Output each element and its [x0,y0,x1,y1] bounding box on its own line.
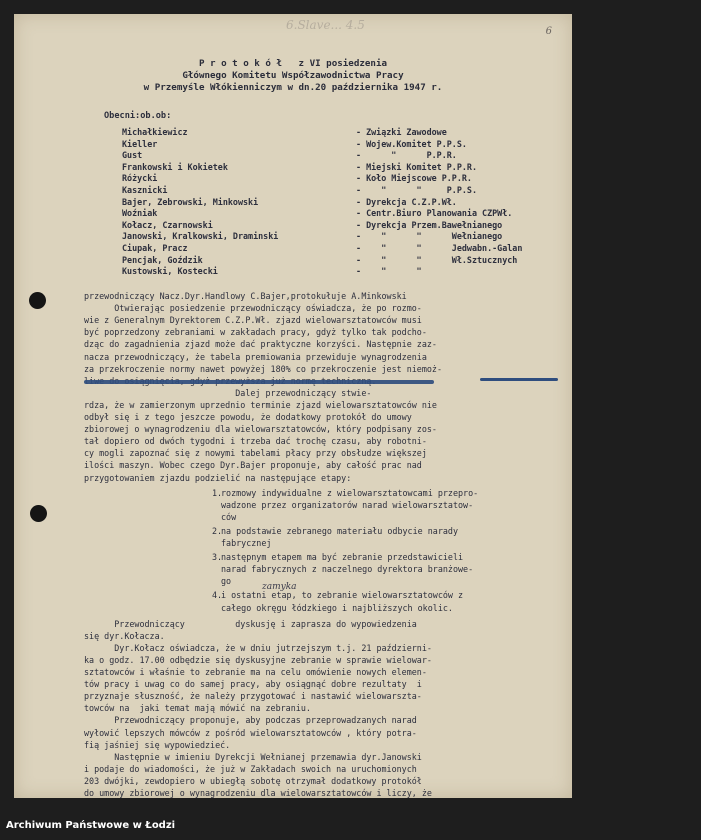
text-line: Następnie w imieniu Dyrekcji Wełnianej przemawia dyr.Janowski [84,751,422,762]
attendee-organization: - Związki Zawodowe [356,127,447,137]
attendee-row [14,243,572,254]
stage-text-line: fabrycznej [221,538,272,548]
archive-name: Archiwum Państwowe w Łodzi [6,820,176,831]
attendee-name: Frankowski i Kokietek [122,161,228,172]
attendee-row [14,150,572,161]
attendee-name: Gust [122,150,143,161]
text-line: tał dopiero od dwóch tygodni i trzeba dać trochę czasu, aby robotni- [84,436,427,447]
present-label: Obecni:ob.ob: [104,111,172,121]
attendee-name: Kustowski, Kostecki [122,266,218,277]
text-line: dząc do zagadnienia zjazd może dać praktyczne korzyści. Następnie zaz- [84,339,437,350]
text-line: odbył się i z tego jeszcze powodu, że dodatkowy protokół do umowy [84,412,412,422]
text-line: rdza, że w zamierzonym uprzednio terminie zjazd wielowarsztatowców nie [84,399,437,410]
attendee-organization: - Wojew.Komitet P.P.S. [356,138,467,149]
attendee-organization: - Dyrekcja Przem.Bawełnianego [356,219,503,230]
attendee-name: Ciupak, Pracz [122,243,188,253]
stage-text-line: narad fabrycznych z naczelnego dyrektora branżowe- [221,564,474,575]
attendee-organization: - Dyrekcja C.Z.P.Wł. [356,196,457,207]
text-line: Dyr.Kołacz oświadcza, że w dniu jutrzejszym t.j. 21 październi- [84,642,432,653]
ink-strikethrough [84,380,434,384]
title-line: P r o t o k ó ł z VI posiedzenia [198,58,388,69]
attendee-name: Bajer, Zebrowski, Minkowski [122,196,259,207]
attendee-organization: - Centr.Biuro Planowania CZPWł. [356,208,513,219]
punch-hole-icon [30,505,47,522]
attendee-name: Kieller [122,138,158,149]
stage-number: 2. [212,525,223,536]
stage-text-line: ców [221,511,237,522]
stage-text-line: całego okręgu łódzkiego i najbliższych okolic. [221,602,453,613]
text-line: i podaje do wiadomości, że już w Zakładach swoich na uruchomionych [84,763,417,774]
punch-hole-icon [29,292,46,309]
text-line: przygotowaniem zjazdu podzielić na następujące etapy: [84,472,352,483]
attendee-organization: - Miejski Komitet P.P.R. [356,161,478,172]
attendee-name: Pencjak, Goździk [122,254,203,265]
attendee-name: Kołacz, Czarnowski [122,219,213,230]
stage-number: 1. [212,487,223,498]
attendee-row [14,220,572,231]
attendee-row [14,185,572,196]
text-line: ka o godz. 17.00 odbędzie się dyskusyjne zebranie w sprawie wielowar- [84,654,432,665]
attendee-row [14,197,572,208]
attendee-organization: - " P.P.R. [356,150,457,161]
text-line: tów pracy i uwag co do samej pracy, aby osiągnąć dobre rezultaty i [84,679,422,690]
stage-text-line: go [221,576,232,587]
text-line: fią jaśniej się wypowiedzieć. [84,739,231,750]
archive-footer [0,798,587,840]
stage-text-line: następnym etapem ma być zebranie przedstawicieli [221,552,464,563]
text-line: wyłowić lepszych mówców z pośród wielowarsztatowców , który potra- [84,727,417,738]
attendee-row [14,162,572,173]
text-line: za przekroczenie normy nawet powyżej 180% co przekroczenie jest niemoż- [84,363,442,374]
attendee-name: Michałkiewicz [122,127,188,137]
attendee-organization: - " " Jedwabn.-Galan [356,243,523,253]
text-line: sztatowców i właśnie to zebranie ma na celu omówienie nowych elemen- [84,667,427,677]
attendee-row [14,255,572,266]
attendee-row [14,231,572,242]
text-line: przyznaje słuszność, że należy przygotować i nastawić wielowarszta- [84,691,422,702]
text-line: Przewodniczący proponuje, aby podczas przeprowadzanych narad [84,715,417,726]
text-line: nacza przewodniczący, że tabela premiowania przewiduje wynagrodzenia [84,351,427,362]
text-line: ilości maszyn. Wobec czego Dyr.Bajer proponuje, aby całość prac nad [84,460,422,471]
stage-number: 3. [212,552,223,563]
attendee-organization: - " " [356,266,422,277]
attendee-name: Kasznicki [122,185,168,195]
attendee-row [14,127,572,138]
text-line: przewodniczący Nacz.Dyr.Handlowy C.Bajer,protokułuje A.Minkowski [84,291,407,301]
attendee-row [14,266,572,277]
text-line: Dalej przewodniczący stwie- [84,387,372,398]
title-line: w Przemyśle Włókienniczym w dn.20 października 1947 r. [143,82,443,93]
page-number: 6 [545,26,552,37]
attendee-organization: - " " P.P.S. [356,185,478,195]
attendee-row [14,173,572,184]
document-page [14,14,572,798]
stage-text-line: rozmowy indywidualne z wielowarsztatowcami przepro- [221,487,479,498]
typed-text [14,14,572,798]
stage-text-line: na podstawie zebranego materiału odbycie narady [221,525,458,536]
text-line: się dyr.Kołacza. [84,630,165,641]
attendee-organization: - " " Wełnianego [356,231,503,242]
text-line: Przewodniczący dyskusję i zaprasza do wypowiedzenia [84,618,417,629]
ink-strikethrough [480,378,558,381]
stage-text-line: wadzone przez organizatorów narad wielowarsztatow- [221,499,474,510]
text-line: 203 dwójki, zewdopiero w ubiegłą sobotę otrzymał dodatkowy protokół [84,775,422,786]
text-line: zbiorowej o wynagrodzeniu dla wielowarsztatowców, który podpisany zos- [84,424,437,435]
attendee-row [14,208,572,219]
text-line: cy mogli zapoznać się z nowymi tabelami płacy przy obsłudze większej [84,448,427,459]
attendee-name: Różycki [122,173,158,184]
attendee-organization: - " " Wł.Sztucznych [356,254,518,265]
title-line: Głównego Komitetu Współzawodnictwa Pracy [182,70,404,81]
text-line: towców na jaki temat mają mówić na zebraniu. [84,703,311,714]
attendee-row [14,139,572,150]
attendee-organization: - Koło Miejscowe P.P.R. [356,173,472,184]
pencil-annotation: 6.Slave... 4.5 [286,18,365,32]
attendee-name: Woźniak [122,208,158,219]
text-line: wie z Generalnym Dyrektorem C.Z.P.Wł. zjazd wielowarsztatowców musi [84,315,422,326]
text-line: do umowy zbiorowej o wynagrodzeniu dla wielowarsztatowców i liczy, że [84,788,432,798]
text-line: Otwierając posiedzenie przewodniczący oświadcza, że po rozmo- [84,303,422,314]
attendee-name: Janowski, Kralkowski, Draminski [122,231,279,242]
stage-text-line: i ostatni etap, to zebranie wielowarsztatowców z [221,590,464,601]
handwritten-insertion: zamyka [262,582,297,592]
text-line: być poprzedzony zebraniami w zakładach pracy, gdyż tylko tak podcho- [84,327,427,338]
stage-number: 4. [212,590,223,601]
